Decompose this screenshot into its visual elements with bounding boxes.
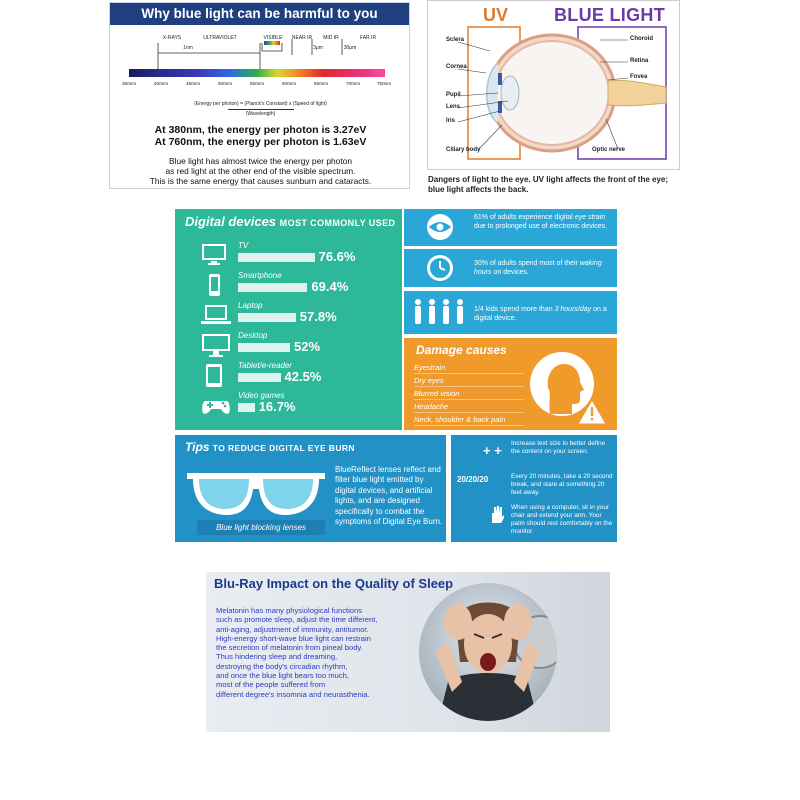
device-name: TV [238, 241, 249, 250]
lens-label: Lens [446, 104, 461, 110]
device-percent: 69.4% [311, 279, 349, 294]
tips-list-panel [451, 435, 617, 542]
people-icon [410, 297, 470, 327]
eye-icon [420, 213, 460, 243]
device-row [175, 331, 402, 363]
body-line: Melatonin has many physiological functions [216, 606, 363, 615]
note-line: as red light at the other end of the visible spectrum. [165, 166, 356, 176]
sleep-impact-panel [206, 572, 610, 732]
tick-label: 350nm [121, 81, 137, 86]
stat-text: 30% of adults spend most of their waking hours on devices. [474, 260, 602, 276]
body-line: such as promote sleep, adjust the time different, [216, 615, 378, 625]
tip-text: Increase text size to better define the content on your screen. [511, 440, 606, 455]
gamepad-icon [201, 393, 231, 422]
body-line: the secretion of melatonin from pineal body. [216, 643, 363, 653]
device-row [175, 271, 402, 303]
band-unit: 3μm [313, 45, 323, 51]
band-label: VISIBLE [263, 35, 283, 41]
body-line: anti-aging, adjustment of immunity, antitumor. [216, 624, 369, 634]
smartphone-icon [201, 273, 227, 302]
device-bar [238, 343, 290, 352]
device-name: Video games [238, 391, 285, 400]
desktop-icon [201, 333, 231, 364]
pupil-label: Pupil [446, 92, 461, 98]
eye-cross-section-diagram [428, 1, 680, 170]
band-unit: 30μm [343, 45, 357, 51]
note-line: This is the same energy that causes sunburn and cataracts. [149, 176, 372, 186]
tips-subtitle: TO REDUCE DIGITAL EYE BURN [212, 443, 355, 453]
blue-light-label: BLUE LIGHT [554, 5, 665, 25]
device-bar [238, 373, 281, 382]
laptop-icon [201, 303, 231, 332]
body-line: destroying the body's circadian rhythm, [216, 661, 348, 671]
digital-devices-panel [175, 209, 402, 430]
tip-text: Every 20 minutes, take a 20 second break, and stare at something 20 feet away. [511, 473, 613, 496]
stat-waking-hours [404, 249, 617, 287]
cause-item: Dry eyes [414, 375, 524, 387]
blue-light-harm-panel [109, 2, 410, 189]
damage-causes-panel [404, 338, 617, 430]
head-warning-icon [528, 344, 608, 428]
damage-title: Damage causes [416, 343, 507, 357]
band-unit: 1nm [183, 45, 193, 51]
device-percent: 42.5% [284, 369, 322, 384]
device-name: Tablet/e-reader [238, 361, 292, 370]
band-label: ULTRAVIOLET [203, 35, 237, 41]
body-line: different degree's insomnia and neurasthenia. [216, 689, 370, 699]
energy-formula-denominator: (Wavelength) [245, 111, 276, 117]
band-label: FAR IR [359, 35, 377, 41]
tick-label: 600nm [281, 81, 297, 86]
device-percent: 16.7% [258, 399, 296, 414]
stat-text: 61% of adults experience digital eye strain due to prolonged use of electronic devices. [474, 214, 608, 230]
device-bar [238, 253, 315, 262]
sleep-body [216, 606, 426, 699]
lens-banner: Blue light blocking lenses [197, 520, 325, 535]
band-label: NEAR IR [291, 35, 313, 41]
hand-icon [489, 505, 505, 525]
device-name: Desktop [238, 331, 268, 340]
glasses-icon [181, 459, 331, 525]
energy-380nm: At 380nm, the energy per photon is 3.27eV [154, 124, 367, 136]
wavelength-ticks [110, 81, 410, 91]
body-line: most of the people suffered from [216, 680, 326, 690]
stat-eye-strain [404, 209, 617, 246]
clock-icon [420, 253, 460, 283]
tv-icon [201, 243, 227, 272]
device-name: Laptop [238, 301, 263, 310]
stat-kids-screen-time [404, 291, 617, 334]
tick-label: 650nm [313, 81, 329, 86]
tick-label: 550nm [249, 81, 265, 86]
uv-label: UV [483, 5, 509, 25]
text-size-icon: + + [483, 443, 502, 458]
devices-subtitle: MOST COMMONLY USED [279, 218, 396, 228]
fovea-label: Fovea [630, 74, 648, 80]
body-line: Thus hindering sleep and dreaming, [216, 652, 338, 662]
cause-item: Headache [414, 401, 524, 413]
energy-formula: (Energy per photon) = (Planck's Constant) x (Speed of light) [194, 101, 327, 107]
tablet-icon [201, 363, 227, 394]
panel-title: Why blue light can be harmful to you [110, 3, 409, 25]
cornea-label: Cornea [446, 64, 467, 70]
choroid-label: Choroid [630, 36, 653, 42]
devices-title-main: Digital devices [185, 214, 277, 229]
device-bar [238, 283, 307, 292]
body-line: and once the blue light bears too much, [216, 671, 349, 681]
device-name: Smartphone [238, 271, 282, 280]
energy-760nm: At 760nm, the energy per photon is 1.63eV [154, 136, 367, 148]
tip-text: When using a computer, sit in your chair and extend your arm. Your palm should rest comfortably on the monitor. [511, 504, 613, 535]
eye-diagram-panel [427, 0, 680, 170]
stat-text: 1/4 kids spend more than 3 hours/day on a digital device. [474, 306, 607, 322]
twenty-rule-icon: 20/20/20 [457, 475, 489, 484]
device-row [175, 391, 402, 423]
device-row [175, 361, 402, 393]
tick-label: 700nm [345, 81, 361, 86]
spectrum-brackets [110, 33, 410, 73]
tips-title [185, 440, 355, 454]
iris-label: Iris [446, 118, 456, 124]
stressed-woman-photo [418, 582, 558, 722]
sleep-title: Blu-Ray Impact on the Quality of Sleep [214, 576, 454, 591]
body-line: High-energy short-wave blue light can restrain [216, 633, 371, 643]
device-bar [238, 313, 296, 322]
cause-item: Eyestrain [414, 362, 524, 374]
eye-caption: Dangers of light to the eye. UV light affects the front of the eye; blue light affects the back. [428, 175, 669, 194]
tips-title-main: Tips [185, 440, 210, 454]
device-percent: 76.6% [318, 249, 356, 264]
device-bar [238, 403, 255, 412]
tips-panel [175, 435, 446, 542]
tick-label: 750nm [376, 81, 392, 86]
tick-label: 500nm [217, 81, 233, 86]
ciliary-body-label: Ciliary body [446, 147, 481, 153]
device-row [175, 241, 402, 273]
tick-label: 400nm [153, 81, 169, 86]
cause-item: Neck, shoulder & back pain [414, 414, 524, 426]
device-percent: 57.8% [299, 309, 337, 324]
lens-description: BlueReflect lenses reflect and filter blue light emitted by digital devices, and artificial lights, and are designed specifically to combat the symptoms of Digital Eye Burn. [335, 465, 443, 527]
band-label: X-RAYS [162, 35, 182, 41]
optic-nerve-label: Optic nerve [592, 147, 626, 153]
devices-title [185, 214, 395, 229]
tick-label: 450nm [185, 81, 201, 86]
band-label: MID IR [323, 35, 339, 41]
device-row [175, 301, 402, 333]
note-line: Blue light has almost twice the energy per photon [169, 156, 352, 166]
visible-spectrum-bar [129, 69, 385, 77]
sclera-label: Sclera [446, 37, 465, 43]
cause-item: Blurred vision [414, 388, 524, 400]
device-percent: 52% [294, 339, 321, 354]
retina-label: Retina [630, 58, 649, 64]
